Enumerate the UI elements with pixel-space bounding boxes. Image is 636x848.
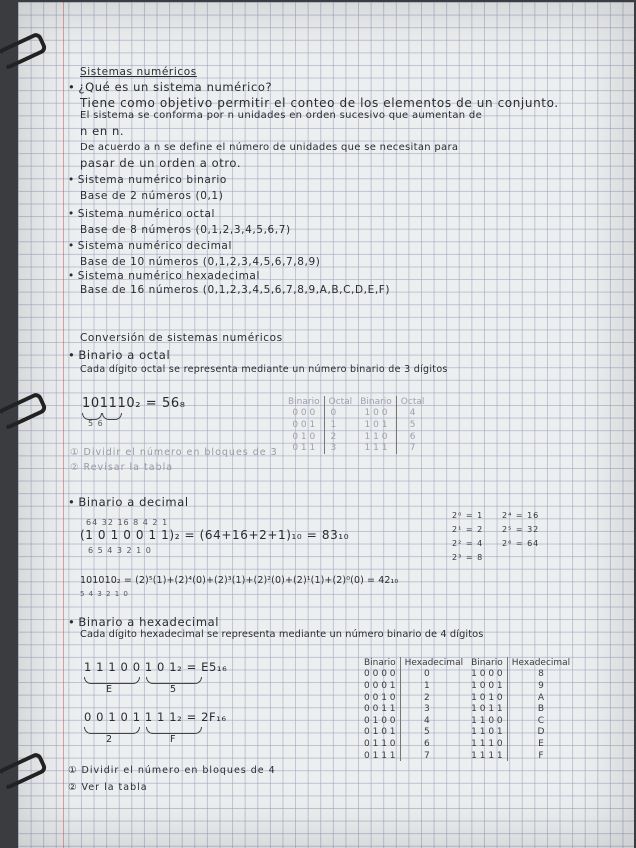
question: • ¿Qué es un sistema numérico? [68,80,272,94]
power-of-two: 2⁶ = 64 [502,539,540,548]
table-row [284,408,428,420]
table-cell: 1 1 1 0 [471,738,503,749]
table-cell: 1 0 1 1 [471,704,503,715]
binary-to-decimal-example-2: 101010₂ = (2)⁵(1)+(2)⁴(0)+(2)³(1)+(2)²(0)+(2)¹(1)+(2)⁰(0) = 42₁₀ [80,575,399,586]
example-digits: 5 6 [88,419,104,428]
step-1: ① Dividir el número en bloques de 4 [68,765,276,776]
table-cell: B [507,703,574,715]
binary-to-octal-example: 101110₂ = 56₈ [82,396,186,411]
table-header-row [284,396,428,408]
table-cell: 1 1 0 0 [471,715,503,726]
group-brace [84,677,140,684]
table-header-row [360,657,574,669]
system-binary: • Sistema numérico binario [68,174,227,186]
power-of-two: 2⁴ = 16 [502,511,540,520]
table-row [360,703,574,715]
table-cell: 3 [324,442,356,454]
table-cell: 5 [396,419,428,431]
table-row [360,750,574,762]
paragraph-line: De acuerdo a n se define el número de unidades que se necesitan para [80,142,459,153]
binary-to-decimal-title: • Binario a decimal [68,495,189,509]
table-header: Binario [360,396,392,407]
table-header: Hexadecimal [400,657,467,669]
table-cell: 7 [400,750,467,762]
table-cell: A [507,692,574,704]
margin-line [63,2,64,848]
table-cell: 1 0 0 1 [471,680,503,691]
system-octal-base: Base de 8 números (0,1,2,3,4,5,6,7) [80,224,291,236]
table-cell: 2 [324,431,356,443]
binary-to-decimal-example: (1 0 1 0 0 1 1)₂ = (64+16+2+1)₁₀ = 83₁₀ [80,528,350,542]
table-cell: 0 1 0 0 [364,715,396,726]
table-cell: 1 [324,419,356,431]
table-row [360,669,574,681]
binary-to-octal-title: • Binario a octal [68,348,170,362]
table-cell: 1 1 1 1 [471,750,503,761]
table-cell: D [507,727,574,739]
table-cell: 8 [507,669,574,681]
table-cell: 1 0 0 0 [471,669,503,680]
table-cell: F [507,750,574,762]
table-row [360,738,574,750]
table-header: Octal [324,396,356,408]
system-octal: • Sistema numérico octal [68,208,215,220]
group-brace [146,677,202,684]
system-hexadecimal-base: Base de 16 números (0,1,2,3,4,5,6,7,8,9,A,B,C,D,E,F) [80,284,391,296]
table-cell: 0 0 0 [292,408,316,419]
table-cell: 1 0 1 [364,419,388,430]
paragraph-line: n en n. [80,124,125,138]
table-cell: 0 1 1 [292,443,316,454]
hex-digit: 2 [106,734,114,745]
table-cell: 0 1 1 0 [364,738,396,749]
table-header: Hexadecimal [507,657,574,669]
step-2: ② Ver la tabla [68,782,148,793]
table-header: Octal [396,396,428,408]
heading-conversion: Conversión de sistemas numéricos [80,332,283,344]
table-cell: 0 0 0 0 [364,669,396,680]
table-cell: 1 [400,680,467,692]
table-header: Binario [364,657,396,668]
table-cell: 3 [400,703,467,715]
exponents: 6 5 4 3 2 1 0 [88,546,152,555]
system-decimal-base: Base de 10 números (0,1,2,3,4,5,6,7,8,9) [80,256,321,268]
table-header: Binario [288,396,320,407]
power-of-two: 2² = 4 [452,539,484,548]
power-of-two: 2¹ = 2 [452,525,484,534]
table-row [360,692,574,704]
table-cell: C [507,715,574,727]
table-cell: 1 0 0 [364,408,388,419]
power-of-two: 2⁰ = 1 [452,511,484,520]
system-hexadecimal: • Sistema numérico hexadecimal [68,270,260,282]
table-cell: 1 1 0 1 [471,727,503,738]
paragraph-line: pasar de un orden a otro. [80,156,242,170]
group-brace [84,727,140,734]
table-header: Binario [471,657,503,668]
table-cell: 0 0 1 1 [364,704,396,715]
table-cell: 0 [324,408,356,420]
power-of-two: 2³ = 8 [452,553,484,562]
binary-to-hex-title: • Binario a hexadecimal [68,615,219,629]
table-cell: 6 [400,738,467,750]
binary-to-hex-example-2: 0 0 1 0 1 1 1 1₂ = 2F₁₆ [84,710,227,724]
table-row [360,715,574,727]
table-row [284,442,428,454]
paragraph-line: Tiene como objetivo permitir el conteo de los elementos de un conjunto. [80,96,559,110]
heading: Sistemas numéricos [80,66,197,78]
system-decimal: • Sistema numérico decimal [68,240,232,252]
table-cell: 0 [400,669,467,681]
table-cell: 1 1 0 [364,431,388,442]
table-cell: 0 1 1 1 [364,750,396,761]
step-2: ② Revisar la tabla [70,462,174,473]
table-cell: 4 [396,408,428,420]
paragraph-line: El sistema se conforma por n unidades en orden sucesivo que aumentan de [80,110,483,121]
table-cell: 9 [507,680,574,692]
binary-to-octal-description: Cada dígito octal se representa mediante un número binario de 3 dígitos [80,364,448,375]
hex-digit: 5 [170,684,178,695]
table-row [284,419,428,431]
step-1: ① Dividir el número en bloques de 3 [70,447,278,458]
binary-octal-table [284,396,428,454]
binary-to-hex-description: Cada dígito hexadecimal se representa mediante un número binario de 4 dígitos [80,629,484,640]
table-cell: 0 0 0 1 [364,680,396,691]
table-row [360,727,574,739]
power-of-two: 2⁵ = 32 [502,525,540,534]
binary-hex-table [360,657,574,761]
group-brace [146,727,202,734]
table-cell: 1 1 1 [364,443,388,454]
hex-digit: E [106,684,114,695]
table-cell: E [507,738,574,750]
exponents-2: 5 4 3 2 1 0 [80,590,129,598]
table-row [284,431,428,443]
system-binary-base: Base de 2 números (0,1) [80,190,224,202]
table-cell: 4 [400,715,467,727]
binary-to-hex-example-1: 1 1 1 0 0 1 0 1₂ = E5₁₆ [84,660,228,674]
positional-weights: 64 32 16 8 4 2 1 [86,518,169,527]
hex-digit: F [170,734,177,745]
table-cell: 2 [400,692,467,704]
table-cell: 0 1 0 [292,431,316,442]
table-cell: 7 [396,442,428,454]
table-cell: 0 0 1 0 [364,692,396,703]
table-cell: 0 0 1 [292,419,316,430]
table-cell: 0 1 0 1 [364,727,396,738]
table-cell: 1 0 1 0 [471,692,503,703]
table-row [360,680,574,692]
table-cell: 5 [400,727,467,739]
table-cell: 6 [396,431,428,443]
